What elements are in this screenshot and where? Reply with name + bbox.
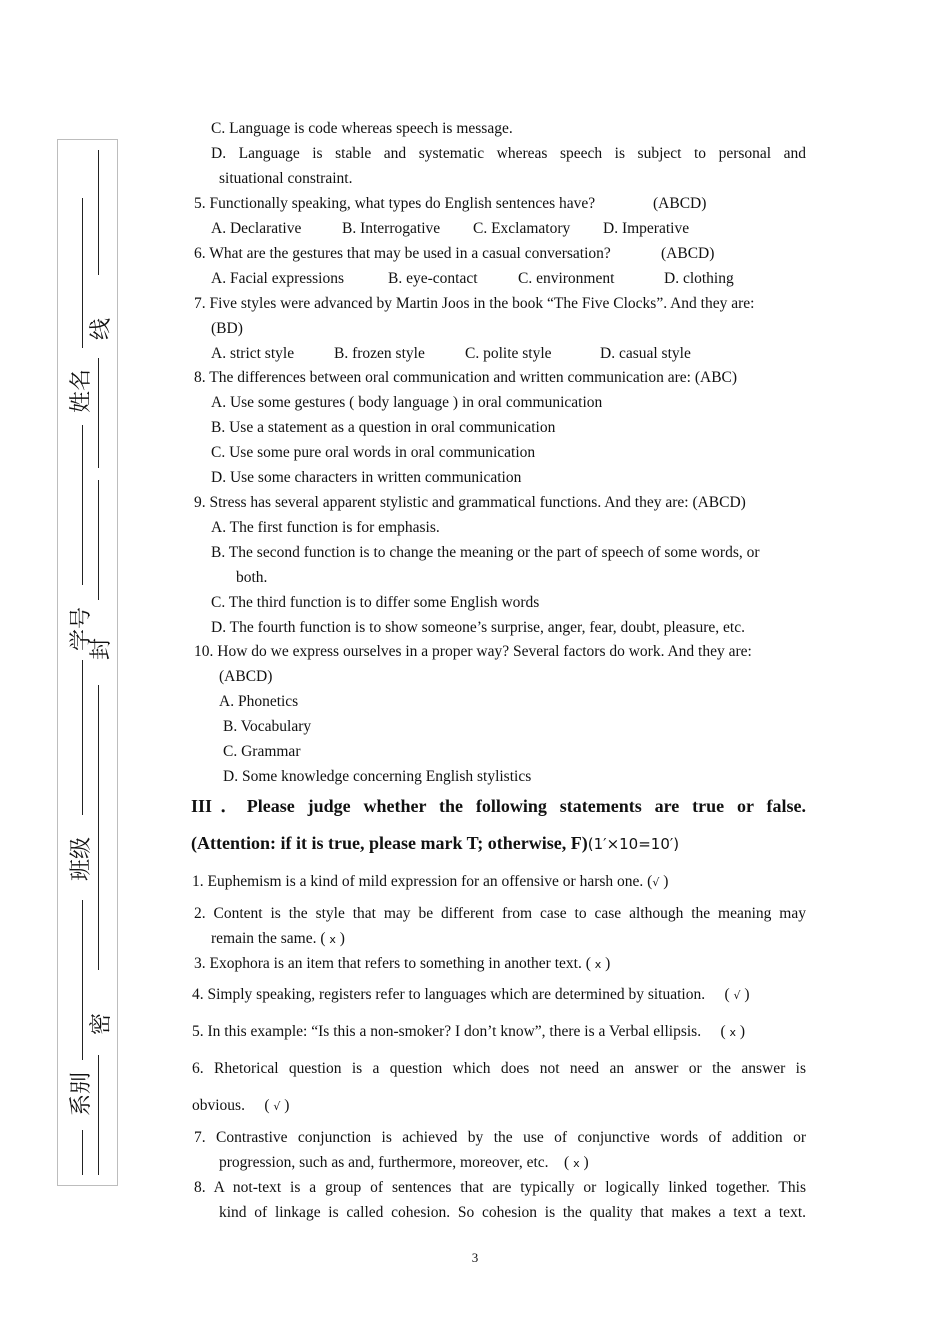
section3-score: (1′×10=10′) — [587, 835, 680, 853]
q10-option: B. Vocabulary — [223, 718, 312, 735]
tf-answer-mark: √ — [733, 989, 741, 1002]
q5-answer: (ABCD) — [653, 195, 707, 212]
margin-label-line: 线 — [88, 317, 114, 341]
tf-statement-7-cont: progression, such as and, furthermore, moreover, etc. ( x ) — [219, 1154, 589, 1171]
margin-line — [82, 660, 83, 815]
tf-answer-mark: x — [594, 958, 602, 971]
q9-option-b-cont: both. — [236, 569, 268, 586]
margin-line — [98, 685, 99, 970]
margin-label-student-id: 学号 — [68, 606, 94, 652]
tf-statement-4: 4. Simply speaking, registers refer to languages which are determined by situation. ( √ ) — [192, 986, 750, 1003]
tf-statement-3: 3. Exophora is an item that refers to something in another text. ( x ) — [194, 955, 611, 972]
margin-label-seal: 封 — [88, 637, 114, 661]
margin-label-secret: 密 — [88, 1012, 114, 1036]
q5-option: A. Declarative — [211, 220, 302, 237]
margin-line — [82, 900, 83, 1060]
q10-answer: (ABCD) — [219, 668, 273, 685]
q9-option-d: D. The fourth function is to show someone’s surprise, anger, fear, doubt, pleasure, etc. — [211, 619, 745, 636]
q8-option: B. Use a statement as a question in oral communication — [211, 419, 556, 436]
tf-statement-6-cont: obvious. ( √ ) — [192, 1097, 290, 1114]
q10-option: A. Phonetics — [219, 693, 299, 710]
tf-statement-6: 6. Rhetorical question is a question which does not need an answer or the answer is — [192, 1060, 806, 1077]
margin-line — [82, 425, 83, 585]
q8-option: D. Use some characters in written communication — [211, 469, 522, 486]
tf-statement-8: 8. A not-text is a group of sentences that are typically or logically linked together. This — [194, 1179, 806, 1196]
q4-option-d-cont: situational constraint. — [219, 170, 353, 187]
tf-statement-2: 2. Content is the style that may be different from case to case although the meaning may — [194, 905, 806, 922]
tf-answer-mark: x — [729, 1026, 737, 1039]
tf-statement-1: 1. Euphemism is a kind of mild expression for an offensive or harsh one. (√ ) — [192, 873, 669, 890]
q9-option-c: C. The third function is to differ some English words — [211, 594, 540, 611]
q9-stem: 9. Stress has several apparent stylistic and grammatical functions. And they are: (ABCD) — [194, 494, 746, 511]
q5-option: C. Exclamatory — [473, 220, 571, 237]
q4-option-d: D. Language is stable and systematic whereas speech is subject to personal and — [211, 145, 806, 162]
tf-statement-7: 7. Contrastive conjunction is achieved by the use of conjunctive words of addition or — [194, 1129, 806, 1146]
section3-instruction — [191, 832, 679, 855]
q10-stem: 10. How do we express ourselves in a proper way? Several factors do work. And they are: — [194, 643, 752, 660]
q7-answer: (BD) — [211, 320, 243, 337]
q8-option: C. Use some pure oral words in oral communication — [211, 444, 536, 461]
q7-option: B. frozen style — [334, 345, 425, 362]
q6-option: C. environment — [518, 270, 615, 287]
q7-stem: 7. Five styles were advanced by Martin Joos in the book “The Five Clocks”. And they are: — [194, 295, 755, 312]
q4-option-c: C. Language is code whereas speech is message. — [211, 120, 513, 137]
q9-option-a: A. The first function is for emphasis. — [211, 519, 440, 536]
q5-stem: 5. Functionally speaking, what types do English sentences have? — [194, 195, 596, 212]
tf-answer-mark: x — [573, 1157, 580, 1170]
q7-option: A. strict style — [211, 345, 295, 362]
q9-option-b: B. The second function is to change the meaning or the part of speech of some words, or — [211, 544, 760, 561]
tf-statement-2-cont: remain the same. ( x ) — [211, 930, 345, 947]
tf-answer-mark: √ — [273, 1100, 281, 1113]
q6-answer: (ABCD) — [661, 245, 715, 262]
tf-statement-8-cont: kind of linkage is called cohesion. So cohesion is the quality that makes a text a text. — [219, 1204, 806, 1221]
margin-line — [98, 358, 99, 468]
q10-option: D. Some knowledge concerning English stylistics — [223, 768, 532, 785]
margin-line — [98, 480, 99, 600]
margin-label-name: 姓名 — [68, 368, 94, 414]
section3-heading: III．Please judge whether the following statements are true or false. — [191, 796, 806, 816]
tf-statement-5: 5. In this example: “Is this a non-smoker? I don’t know”, there is a Verbal ellipsis. ( x ) — [192, 1023, 746, 1040]
q6-option: D. clothing — [664, 270, 734, 287]
margin-label-department: 系别 — [68, 1071, 94, 1117]
q6-option: B. eye-contact — [388, 270, 478, 287]
tf-answer-mark: x — [329, 933, 336, 946]
margin-label-class: 班级 — [68, 836, 94, 882]
q10-option: C. Grammar — [223, 743, 301, 760]
section3-instruction-text: (Attention: if it is true, please mark T; otherwise, F) — [191, 833, 588, 853]
binding-margin — [57, 139, 118, 1186]
page-number: 3 — [471, 1250, 479, 1265]
q5-option: B. Interrogative — [342, 220, 441, 237]
q7-option: C. polite style — [465, 345, 552, 362]
tf-answer-mark: √ — [652, 876, 660, 889]
q6-option: A. Facial expressions — [211, 270, 345, 287]
q8-option: A. Use some gestures ( body language ) in oral communication — [211, 394, 603, 411]
q8-stem: 8. The differences between oral communication and written communication are: (ABC) — [194, 369, 738, 386]
margin-line — [98, 150, 99, 275]
q6-stem: 6. What are the gestures that may be used in a casual conversation? — [194, 245, 611, 262]
q7-option: D. casual style — [600, 345, 691, 362]
margin-line — [82, 1130, 83, 1175]
q5-option: D. Imperative — [603, 220, 690, 237]
margin-line — [98, 1055, 99, 1175]
